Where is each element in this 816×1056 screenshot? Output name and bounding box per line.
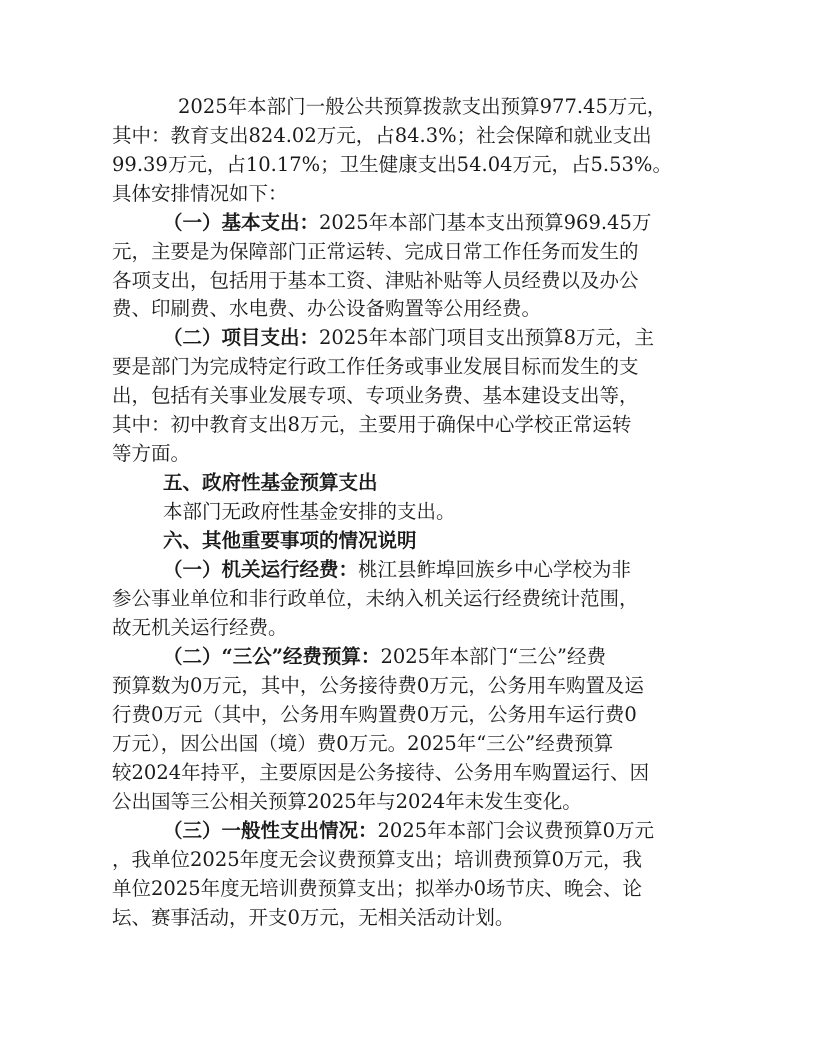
- text-line: 万元），因公出国（境）费0万元。2025年“三公”经费预算: [112, 732, 614, 755]
- text-line: 其中：教育支出824.02万元，占84.3%；社会保障和就业支出: [112, 124, 652, 147]
- text-line: 等方面。: [112, 442, 191, 465]
- text-line: 要是部门为完成特定行政工作任务或事业发展目标而发生的支: [112, 355, 639, 378]
- section-heading-five: 五、政府性基金预算支出: [163, 471, 378, 494]
- section-heading-six: 六、其他重要事项的情况说明: [163, 529, 417, 552]
- text-line: 费、印刷费、水电费、办公设备购置等公用经费。: [112, 297, 542, 320]
- text-line: 其中：初中教育支出8万元，主要用于确保中心学校正常运转: [112, 413, 632, 436]
- text-line: 故无机关运行经费。: [112, 616, 288, 639]
- text-line: 预算数为0万元，其中，公务接待费0万元，公务用车购置及运: [112, 674, 644, 697]
- text-line: 公出国等三公相关预算2025年与2024年未发生变化。: [112, 790, 582, 813]
- text-line: 具体安排情况如下：: [112, 182, 288, 205]
- text-line: ，我单位2025年度无会议费预算支出；培训费预算0万元，我: [112, 848, 643, 871]
- text-line: 行费0万元（其中，公务用车购置费0万元，公务用车运行费0: [112, 703, 637, 726]
- text-line: 各项支出，包括用于基本工资、津贴补贴等人员经费以及办公: [112, 269, 639, 292]
- text-line: 坛、赛事活动，开支0万元，无相关活动计划。: [112, 906, 515, 929]
- text-line: 本部门无政府性基金安排的支出。: [163, 500, 456, 523]
- operating-expense-heading: （一）机关运行经费：: [163, 558, 359, 581]
- text-line: （二）项目支出：2025年本部门项目支出预算8万元，主: [163, 326, 655, 349]
- general-expense-heading: （三）一般性支出情况：: [163, 819, 378, 842]
- text-line: （一）机关运行经费：桃江县鲊埠回族乡中心学校为非: [163, 558, 632, 581]
- project-expense-heading: （二）项目支出：: [163, 326, 320, 349]
- text-line: 出，包括有关事业发展专项、专项业务费、基本建设支出等，: [112, 384, 639, 407]
- text-line: （一）基本支出：2025年本部门基本支出预算969.45万: [163, 211, 652, 234]
- three-public-expense-heading: （二）“三公”经费预算：: [163, 645, 381, 668]
- basic-expense-heading: （一）基本支出：: [163, 211, 320, 234]
- text-line: 元，主要是为保障部门正常运转、完成日常工作任务而发生的: [112, 240, 639, 263]
- text-line: 99.39万元，占10.17%；卫生健康支出54.04万元，占5.53%。: [112, 153, 672, 176]
- text-line: 2025年本部门一般公共预算拨款支出预算977.45万元，: [178, 95, 667, 118]
- text-line: 单位2025年度无培训费预算支出；拟举办0场节庆、晚会、论: [112, 877, 643, 900]
- text-line: （三）一般性支出情况：2025年本部门会议费预算0万元: [163, 819, 655, 842]
- text-line: （二）“三公”经费预算：2025年本部门“三公”经费: [163, 645, 607, 668]
- text-line: 较2024年持平，主要原因是公务接待、公务用车购置运行、因: [112, 761, 650, 784]
- text-line: 参公事业单位和非行政单位，未纳入机关运行经费统计范围，: [112, 587, 639, 610]
